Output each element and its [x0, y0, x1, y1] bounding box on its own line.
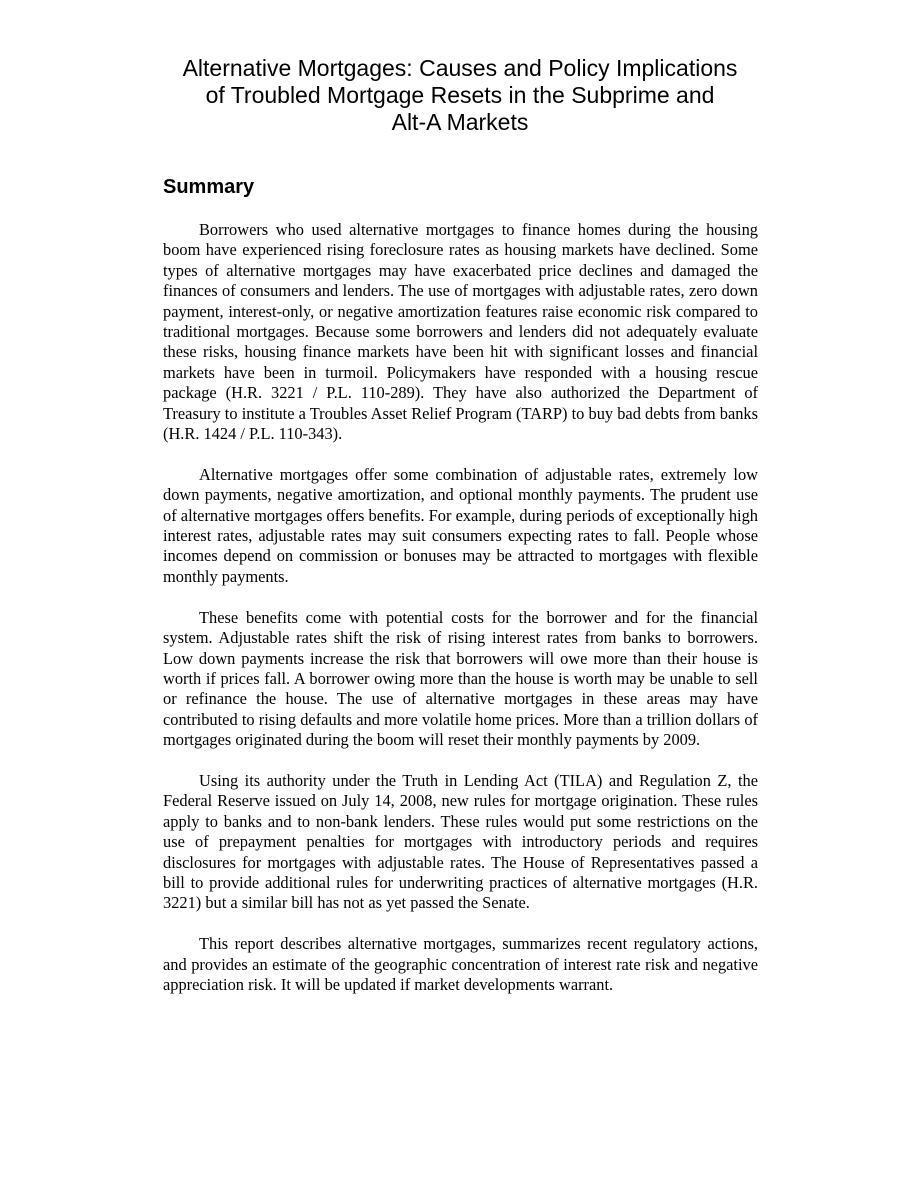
section-heading-summary: Summary	[163, 176, 255, 198]
document-title	[150, 55, 770, 136]
summary-paragraph: Alternative mortgages offer some combination of adjustable rates, extremely low down payments, negative amortization, and optional monthly payments. The prudent use of alternative mortgages offers benefits. For example, during periods of exceptionally high interest rates, adjustable rates may suit consumers expecting rates to fall. People whose incomes depend on commission or bonuses may be attracted to mortgages with flexible monthly payments.	[163, 464, 758, 586]
title-line: Alt-A Markets	[391, 109, 529, 135]
title-line: of Troubled Mortgage Resets in the Subprime and	[205, 82, 715, 108]
summary-body	[163, 220, 758, 1016]
summary-paragraph: This report describes alternative mortgages, summarizes recent regulatory actions, and provides an estimate of the geographic concentration of interest rate risk and negative appreciation risk. It will be updated if market developments warrant.	[163, 934, 758, 994]
title-line: Alternative Mortgages: Causes and Policy Implications	[182, 55, 738, 81]
summary-paragraph: Using its authority under the Truth in Lending Act (TILA) and Regulation Z, the Federal Reserve issued on July 14, 2008, new rules for mortgage origination. These rules apply to banks and to non-bank lenders. These rules would put some restrictions on the use of prepayment penalties for mortgages with introductory periods and requires disclosures for mortgages with adjustable rates. The House of Representatives passed a bill to provide additional rules for underwriting practices of alternative mortgages (H.R. 3221) but a similar bill has not as yet passed the Senate.	[163, 770, 758, 913]
summary-paragraph: Borrowers who used alternative mortgages to finance homes during the housing boom have experienced rising foreclosure rates as housing markets have declined. Some types of alternative mortgages may have exacerbated price declines and damaged the finances of consumers and lenders. The use of mortgages with adjustable rates, zero down payment, interest-only, or negative amortization features raise economic risk compared to traditional mortgages. Because some borrowers and lenders did not adequately evaluate these risks, housing finance markets have been hit with significant losses and financial markets have been in turmoil. Policymakers have responded with a housing rescue package (H.R. 3221 / P.L. 110-289). They have also authorized the Department of Treasury to institute a Troubles Asset Relief Program (TARP) to buy bad debts from banks (H.R. 1424 / P.L. 110-343).	[163, 220, 758, 444]
summary-paragraph: These benefits come with potential costs for the borrower and for the financial system. Adjustable rates shift the risk of rising interest rates from banks to borrowers. Low down payments increase the risk that borrowers will owe more than their house is worth if prices fall. A borrower owing more than the house is worth may be unable to sell or refinance the house. The use of alternative mortgages in these areas may have contributed to rising defaults and more volatile home prices. More than a trillion dollars of mortgages originated during the boom will reset their monthly payments by 2009.	[163, 607, 758, 750]
